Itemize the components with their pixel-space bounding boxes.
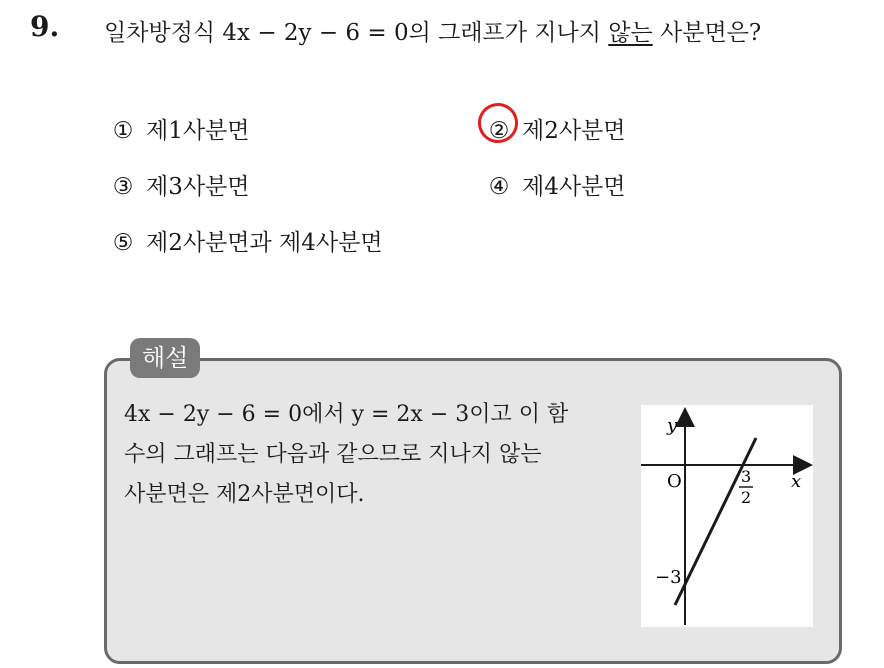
choice-4-label: 제4사분면	[522, 174, 626, 200]
solution-line-2: 수의 그래프는 다음과 같으므로 지나지 않는	[124, 442, 542, 467]
choice-5-mark: ⑤	[112, 230, 134, 256]
choice-4-mark: ④	[488, 174, 510, 200]
solution-graph	[641, 405, 813, 627]
choice-5[interactable]	[108, 224, 383, 257]
question-number: 9.	[30, 10, 60, 43]
x-intercept-numerator: 3	[741, 467, 752, 486]
solution-tag: 해설	[130, 338, 200, 378]
choice-2-mark: ②	[488, 118, 510, 144]
choice-3-mark: ③	[112, 174, 134, 200]
y-axis-label: y	[667, 415, 678, 436]
solution-line-1: 4x − 2y − 6 = 0에서 y = 2x − 3이고 이 함	[124, 402, 569, 427]
origin-label: O	[667, 471, 682, 492]
choice-1-label: 제1사분면	[146, 118, 250, 144]
choice-1-mark: ①	[112, 118, 134, 144]
question-text-after: 사분면은?	[652, 20, 762, 46]
question-text-underlined: 않는	[608, 20, 653, 46]
choice-2-label: 제2사분면	[522, 118, 626, 144]
y-intercept-label: −3	[655, 567, 682, 588]
graph-svg	[641, 405, 813, 627]
x-axis-label: x	[791, 471, 802, 492]
solution-text	[124, 395, 624, 515]
choice-5-label: 제2사분면과 제4사분면	[146, 230, 383, 256]
choice-4[interactable]	[484, 168, 626, 201]
choice-3-label: 제3사분면	[146, 174, 250, 200]
graph-line-y-2x-3	[675, 438, 756, 605]
x-intercept-denominator: 2	[741, 488, 752, 507]
choice-3[interactable]	[108, 168, 250, 201]
question-text-before: 일차방정식 4x − 2y − 6 = 0의 그래프가 지나지	[104, 20, 609, 46]
question-text	[104, 14, 761, 47]
choice-1[interactable]	[108, 112, 250, 145]
solution-line-3: 사분면은 제2사분면이다.	[124, 482, 365, 507]
